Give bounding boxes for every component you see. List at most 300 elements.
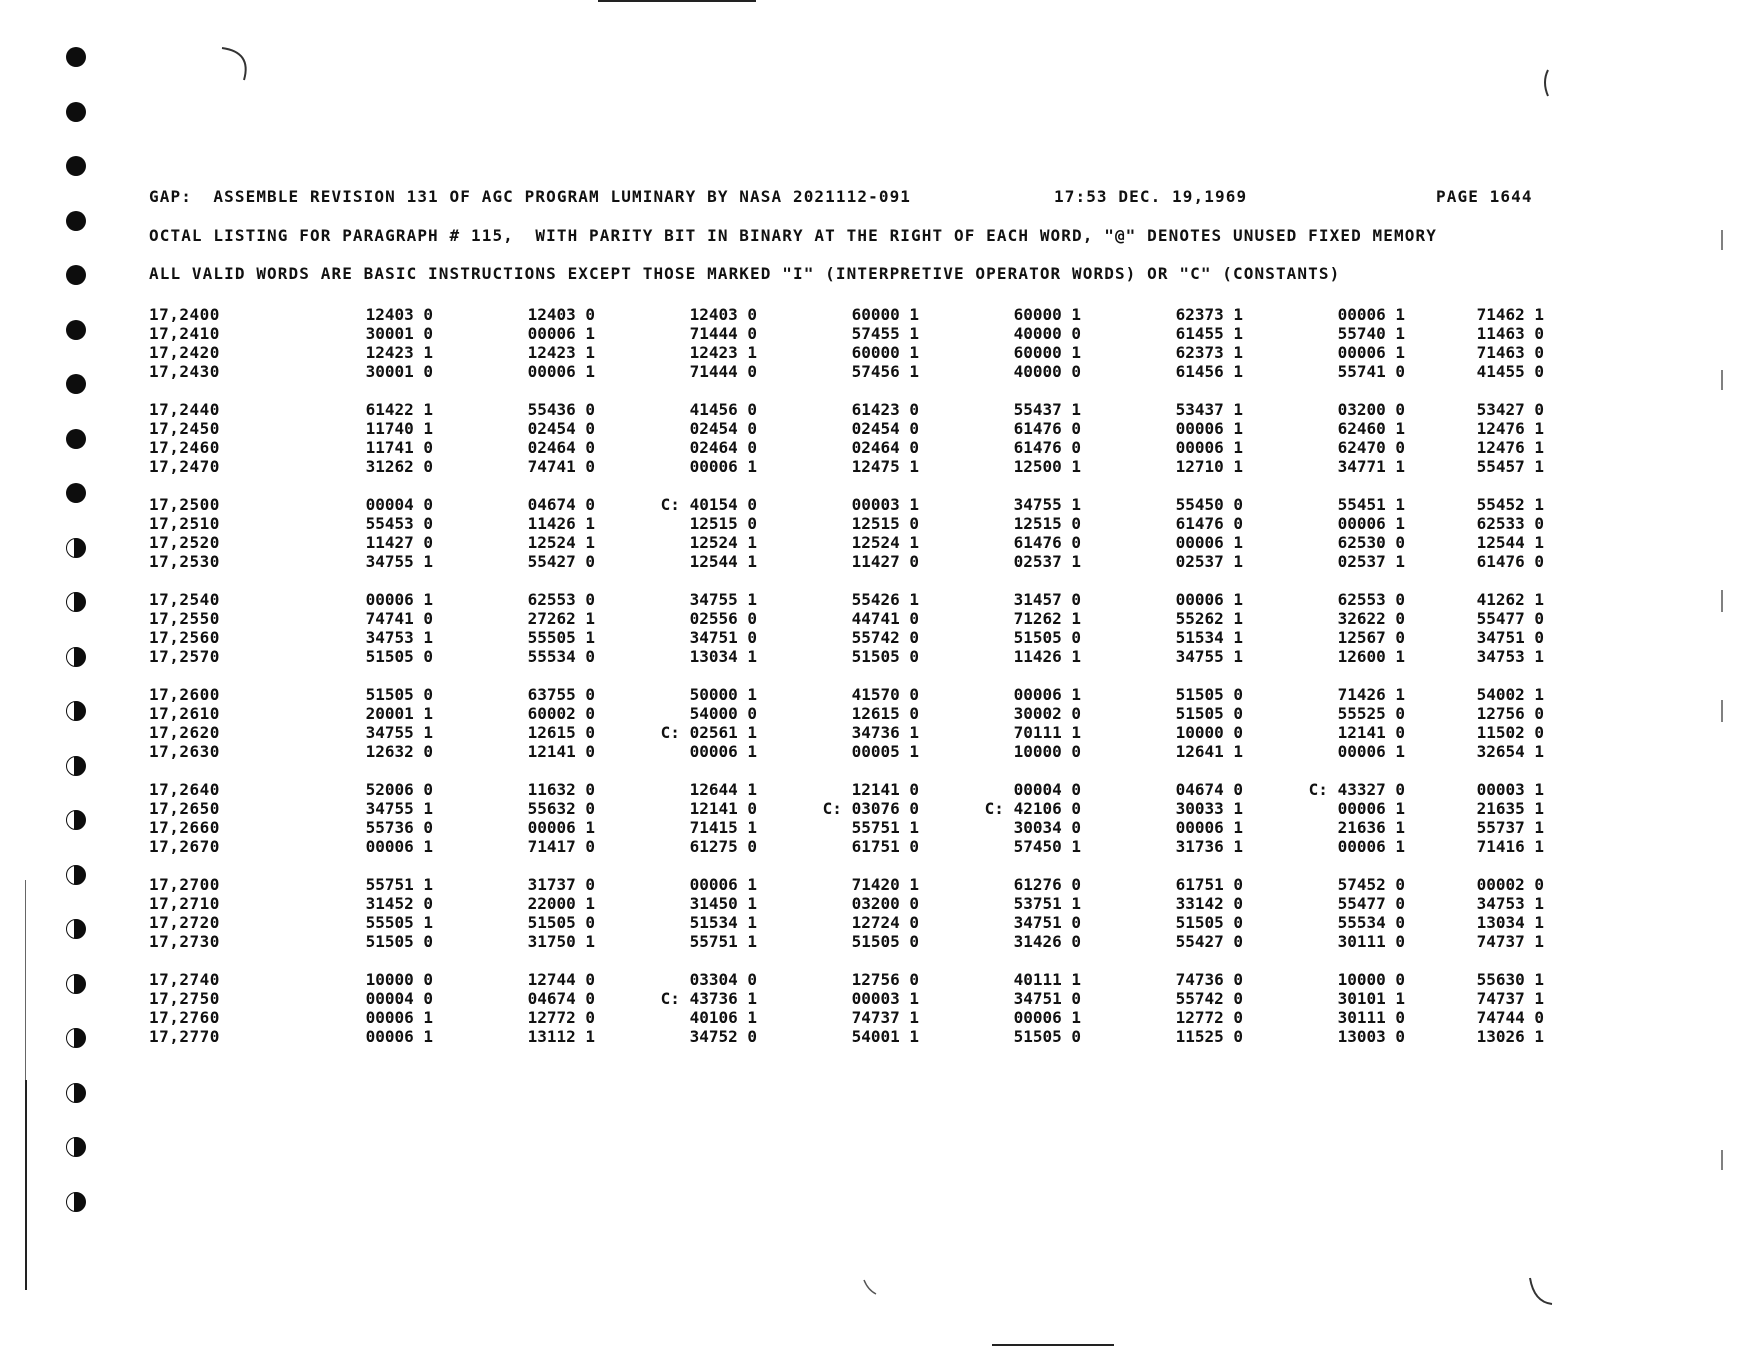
address: 17,2510 bbox=[149, 514, 220, 533]
octal-word: 71416 1 bbox=[1476, 837, 1544, 856]
octal-word: 02454 0 bbox=[851, 419, 919, 438]
octal-word: 62373 1 bbox=[1175, 305, 1243, 324]
octal-word: 31450 1 bbox=[689, 894, 757, 913]
octal-word: 61476 0 bbox=[1476, 552, 1544, 571]
listing-row bbox=[149, 837, 1544, 856]
address: 17,2740 bbox=[149, 970, 220, 989]
octal-word: 12567 0 bbox=[1337, 628, 1405, 647]
address: 17,2750 bbox=[149, 989, 220, 1008]
octal-word: 61476 0 bbox=[1013, 533, 1081, 552]
octal-word: 74737 1 bbox=[1476, 989, 1544, 1008]
octal-word: 33142 0 bbox=[1175, 894, 1243, 913]
octal-word: 55427 0 bbox=[1175, 932, 1243, 951]
octal-word: 74737 1 bbox=[851, 1008, 919, 1027]
octal-word: 30111 0 bbox=[1337, 932, 1405, 951]
octal-word: 03304 0 bbox=[689, 970, 757, 989]
address: 17,2520 bbox=[149, 533, 220, 552]
octal-word: 55505 1 bbox=[527, 628, 595, 647]
listing-row bbox=[149, 799, 1544, 818]
octal-word: 12141 0 bbox=[689, 799, 757, 818]
address: 17,2700 bbox=[149, 875, 220, 894]
corner-tick-top-right bbox=[1545, 70, 1548, 96]
octal-word: 02556 0 bbox=[689, 609, 757, 628]
octal-word: 71262 1 bbox=[1013, 609, 1081, 628]
octal-word: 61476 0 bbox=[1175, 514, 1243, 533]
address: 17,2560 bbox=[149, 628, 220, 647]
octal-word: 51505 0 bbox=[851, 647, 919, 666]
listing-row bbox=[149, 780, 1544, 799]
listing-row bbox=[149, 343, 1544, 362]
listing-block bbox=[149, 495, 1544, 571]
address: 17,2440 bbox=[149, 400, 220, 419]
octal-word: 00006 1 bbox=[365, 1008, 433, 1027]
octal-word: 55751 1 bbox=[851, 818, 919, 837]
listing-row bbox=[149, 362, 1544, 381]
listing-row bbox=[149, 609, 1544, 628]
listing-row bbox=[149, 324, 1544, 343]
octal-word: 00006 1 bbox=[1337, 343, 1405, 362]
octal-word: 00006 1 bbox=[1013, 1008, 1081, 1027]
octal-word: 57452 0 bbox=[1337, 875, 1405, 894]
octal-word: 55452 1 bbox=[1476, 495, 1544, 514]
octal-word: 13026 1 bbox=[1476, 1027, 1544, 1046]
octal-word: 62530 0 bbox=[1337, 533, 1405, 552]
octal-word: 55737 1 bbox=[1476, 818, 1544, 837]
listing-block bbox=[149, 400, 1544, 476]
octal-word: 12710 1 bbox=[1175, 457, 1243, 476]
octal-word: C: 02561 1 bbox=[660, 723, 757, 742]
octal-word: 00006 1 bbox=[527, 324, 595, 343]
octal-word: 00002 0 bbox=[1476, 875, 1544, 894]
octal-word: 62373 1 bbox=[1175, 343, 1243, 362]
octal-word: 54002 1 bbox=[1476, 685, 1544, 704]
listing-row bbox=[149, 1008, 1544, 1027]
address: 17,2500 bbox=[149, 495, 220, 514]
octal-word: 55477 0 bbox=[1337, 894, 1405, 913]
octal-word: 51505 0 bbox=[851, 932, 919, 951]
octal-word: 00003 1 bbox=[1476, 780, 1544, 799]
octal-word: 52006 0 bbox=[365, 780, 433, 799]
octal-word: 00006 1 bbox=[1175, 533, 1243, 552]
octal-word: 40000 0 bbox=[1013, 324, 1081, 343]
octal-word: C: 40154 0 bbox=[660, 495, 757, 514]
octal-word: 62553 0 bbox=[527, 590, 595, 609]
octal-word: 62460 1 bbox=[1337, 419, 1405, 438]
octal-word: 55751 1 bbox=[689, 932, 757, 951]
octal-word: 32654 1 bbox=[1476, 742, 1544, 761]
octal-word: 60000 1 bbox=[851, 343, 919, 362]
listing-row bbox=[149, 533, 1544, 552]
octal-word: 00004 0 bbox=[1013, 780, 1081, 799]
address: 17,2770 bbox=[149, 1027, 220, 1046]
octal-word: 57455 1 bbox=[851, 324, 919, 343]
listing-row bbox=[149, 723, 1544, 742]
octal-word: 00006 1 bbox=[1175, 590, 1243, 609]
octal-word: 55741 0 bbox=[1337, 362, 1405, 381]
octal-word: 21635 1 bbox=[1476, 799, 1544, 818]
octal-word: 34755 1 bbox=[365, 799, 433, 818]
octal-word: 55736 0 bbox=[365, 818, 433, 837]
octal-word: 11427 0 bbox=[851, 552, 919, 571]
octal-word: 51505 0 bbox=[1175, 913, 1243, 932]
address: 17,2450 bbox=[149, 419, 220, 438]
octal-word: 11426 1 bbox=[527, 514, 595, 533]
octal-word: 00006 1 bbox=[527, 818, 595, 837]
address: 17,2670 bbox=[149, 837, 220, 856]
listing-row bbox=[149, 305, 1544, 324]
octal-word: 60002 0 bbox=[527, 704, 595, 723]
octal-word: 10000 0 bbox=[365, 970, 433, 989]
listing-row bbox=[149, 818, 1544, 837]
octal-word: 02537 1 bbox=[1175, 552, 1243, 571]
octal-word: 04674 0 bbox=[527, 495, 595, 514]
octal-word: 12475 1 bbox=[851, 457, 919, 476]
octal-word: 61751 0 bbox=[1175, 875, 1243, 894]
octal-word: 31750 1 bbox=[527, 932, 595, 951]
octal-word: 00006 1 bbox=[1337, 742, 1405, 761]
octal-word: 12632 0 bbox=[365, 742, 433, 761]
octal-word: 71444 0 bbox=[689, 324, 757, 343]
octal-word: 00006 1 bbox=[1337, 837, 1405, 856]
octal-word: 12423 1 bbox=[365, 343, 433, 362]
octal-word: 13034 1 bbox=[689, 647, 757, 666]
octal-word: 13112 1 bbox=[527, 1027, 595, 1046]
octal-word: 34753 1 bbox=[1476, 647, 1544, 666]
octal-word: 61476 0 bbox=[1013, 438, 1081, 457]
header-line-1 bbox=[149, 187, 1533, 206]
octal-word: 70111 1 bbox=[1013, 723, 1081, 742]
octal-word: 31457 0 bbox=[1013, 590, 1081, 609]
octal-word: 12141 0 bbox=[851, 780, 919, 799]
octal-word: 12141 0 bbox=[527, 742, 595, 761]
octal-word: 34755 1 bbox=[689, 590, 757, 609]
listing-block bbox=[149, 875, 1544, 951]
listing-row bbox=[149, 495, 1544, 514]
octal-word: 55630 1 bbox=[1476, 970, 1544, 989]
octal-word: 71420 1 bbox=[851, 875, 919, 894]
octal-word: 00006 1 bbox=[1175, 818, 1243, 837]
octal-word: C: 42106 0 bbox=[984, 799, 1081, 818]
octal-word: 22000 1 bbox=[527, 894, 595, 913]
address: 17,2410 bbox=[149, 324, 220, 343]
address: 17,2420 bbox=[149, 343, 220, 362]
octal-word: 71426 1 bbox=[1337, 685, 1405, 704]
octal-word: 10000 0 bbox=[1175, 723, 1243, 742]
listing-row bbox=[149, 590, 1544, 609]
octal-word: 50000 1 bbox=[689, 685, 757, 704]
octal-word: 61476 0 bbox=[1013, 419, 1081, 438]
octal-word: 60000 1 bbox=[1013, 343, 1081, 362]
octal-word: 12515 0 bbox=[1013, 514, 1081, 533]
octal-word: 00006 1 bbox=[689, 457, 757, 476]
listing-row bbox=[149, 742, 1544, 761]
octal-word: 62470 0 bbox=[1337, 438, 1405, 457]
octal-word: 00006 1 bbox=[689, 875, 757, 894]
octal-word: 11525 0 bbox=[1175, 1027, 1243, 1046]
octal-word: 00005 1 bbox=[851, 742, 919, 761]
octal-word: 00006 1 bbox=[1337, 799, 1405, 818]
octal-word: 31452 0 bbox=[365, 894, 433, 913]
octal-word: 57450 1 bbox=[1013, 837, 1081, 856]
listing-block bbox=[149, 685, 1544, 761]
listing-row bbox=[149, 1027, 1544, 1046]
octal-word: 55426 1 bbox=[851, 590, 919, 609]
octal-word: 00003 1 bbox=[851, 495, 919, 514]
octal-word: 51505 0 bbox=[1175, 685, 1243, 704]
address: 17,2760 bbox=[149, 1008, 220, 1027]
octal-word: 31736 1 bbox=[1175, 837, 1243, 856]
octal-word: 71444 0 bbox=[689, 362, 757, 381]
octal-word: 10000 0 bbox=[1337, 970, 1405, 989]
octal-word: 11502 0 bbox=[1476, 723, 1544, 742]
address: 17,2460 bbox=[149, 438, 220, 457]
octal-word: 11740 1 bbox=[365, 419, 433, 438]
octal-word: 34736 1 bbox=[851, 723, 919, 742]
octal-word: 30034 0 bbox=[1013, 818, 1081, 837]
octal-word: 54000 0 bbox=[689, 704, 757, 723]
octal-listing bbox=[149, 305, 1544, 1065]
octal-word: 11426 1 bbox=[1013, 647, 1081, 666]
octal-word: 55742 0 bbox=[851, 628, 919, 647]
listing-row bbox=[149, 400, 1544, 419]
octal-word: 30002 0 bbox=[1013, 704, 1081, 723]
octal-word: 12524 1 bbox=[527, 533, 595, 552]
listing-row bbox=[149, 685, 1544, 704]
octal-word: 00006 1 bbox=[365, 590, 433, 609]
address: 17,2530 bbox=[149, 552, 220, 571]
address: 17,2400 bbox=[149, 305, 220, 324]
address: 17,2660 bbox=[149, 818, 220, 837]
octal-word: 12544 1 bbox=[689, 552, 757, 571]
octal-word: 04674 0 bbox=[527, 989, 595, 1008]
octal-word: 12403 0 bbox=[365, 305, 433, 324]
octal-word: 12644 1 bbox=[689, 780, 757, 799]
listing-block bbox=[149, 305, 1544, 381]
listing-row bbox=[149, 647, 1544, 666]
listing-row bbox=[149, 894, 1544, 913]
octal-word: 53437 1 bbox=[1175, 400, 1243, 419]
octal-word: 04674 0 bbox=[1175, 780, 1243, 799]
corner-tick-bottom-right bbox=[1530, 1278, 1552, 1304]
octal-word: 51534 1 bbox=[1175, 628, 1243, 647]
octal-word: 34753 1 bbox=[1476, 894, 1544, 913]
octal-word: 55534 0 bbox=[1337, 913, 1405, 932]
address: 17,2610 bbox=[149, 704, 220, 723]
octal-word: 61276 0 bbox=[1013, 875, 1081, 894]
octal-word: 02454 0 bbox=[527, 419, 595, 438]
octal-word: 40000 0 bbox=[1013, 362, 1081, 381]
octal-word: 02537 1 bbox=[1337, 552, 1405, 571]
listing-row bbox=[149, 552, 1544, 571]
address: 17,2470 bbox=[149, 457, 220, 476]
octal-word: 62553 0 bbox=[1337, 590, 1405, 609]
octal-word: 31737 0 bbox=[527, 875, 595, 894]
listing-row bbox=[149, 875, 1544, 894]
address: 17,2540 bbox=[149, 590, 220, 609]
octal-word: 03200 0 bbox=[1337, 400, 1405, 419]
octal-word: 55453 0 bbox=[365, 514, 433, 533]
octal-word: 51505 0 bbox=[365, 685, 433, 704]
header-line-2: OCTAL LISTING FOR PARAGRAPH # 115, WITH PARITY BIT IN BINARY AT THE RIGHT OF EACH WORD, "@" DENOTES UNUSED FIXED MEMORY bbox=[149, 226, 1437, 245]
octal-word: 00006 1 bbox=[527, 362, 595, 381]
octal-word: 12403 0 bbox=[689, 305, 757, 324]
octal-word: 57456 1 bbox=[851, 362, 919, 381]
listing-block bbox=[149, 590, 1544, 666]
address: 17,2640 bbox=[149, 780, 220, 799]
octal-word: 40111 1 bbox=[1013, 970, 1081, 989]
octal-word: 02464 0 bbox=[527, 438, 595, 457]
octal-word: 12500 1 bbox=[1013, 457, 1081, 476]
octal-word: 13003 0 bbox=[1337, 1027, 1405, 1046]
octal-word: 30001 0 bbox=[365, 324, 433, 343]
octal-word: 00006 1 bbox=[365, 837, 433, 856]
listing-row bbox=[149, 514, 1544, 533]
octal-word: 71463 0 bbox=[1476, 343, 1544, 362]
listing-block bbox=[149, 970, 1544, 1046]
octal-word: 12423 1 bbox=[527, 343, 595, 362]
octal-word: 61456 1 bbox=[1175, 362, 1243, 381]
octal-word: 71462 1 bbox=[1476, 305, 1544, 324]
octal-word: 34752 0 bbox=[689, 1027, 757, 1046]
octal-word: 44741 0 bbox=[851, 609, 919, 628]
octal-word: C: 43327 0 bbox=[1308, 780, 1405, 799]
octal-word: 55740 1 bbox=[1337, 324, 1405, 343]
octal-word: 30101 1 bbox=[1337, 989, 1405, 1008]
octal-word: 41262 1 bbox=[1476, 590, 1544, 609]
octal-word: C: 43736 1 bbox=[660, 989, 757, 1008]
octal-word: 55505 1 bbox=[365, 913, 433, 932]
octal-word: 40106 1 bbox=[689, 1008, 757, 1027]
octal-word: 03200 0 bbox=[851, 894, 919, 913]
octal-word: C: 03076 0 bbox=[822, 799, 919, 818]
address: 17,2570 bbox=[149, 647, 220, 666]
listing-row bbox=[149, 932, 1544, 951]
octal-word: 51505 0 bbox=[1013, 628, 1081, 647]
octal-word: 51505 0 bbox=[527, 913, 595, 932]
octal-word: 71417 0 bbox=[527, 837, 595, 856]
listing-row bbox=[149, 457, 1544, 476]
octal-word: 34751 0 bbox=[1476, 628, 1544, 647]
address: 17,2720 bbox=[149, 913, 220, 932]
octal-word: 30033 1 bbox=[1175, 799, 1243, 818]
octal-word: 55437 1 bbox=[1013, 400, 1081, 419]
octal-word: 12524 1 bbox=[689, 533, 757, 552]
octal-word: 55427 0 bbox=[527, 552, 595, 571]
octal-word: 41456 0 bbox=[689, 400, 757, 419]
octal-word: 02464 0 bbox=[689, 438, 757, 457]
octal-word: 12615 0 bbox=[851, 704, 919, 723]
octal-word: 31426 0 bbox=[1013, 932, 1081, 951]
octal-word: 12744 0 bbox=[527, 970, 595, 989]
octal-word: 74741 0 bbox=[365, 609, 433, 628]
octal-word: 55751 1 bbox=[365, 875, 433, 894]
octal-word: 00006 1 bbox=[1175, 419, 1243, 438]
octal-word: 12756 0 bbox=[1476, 704, 1544, 723]
octal-word: 11632 0 bbox=[527, 780, 595, 799]
octal-word: 00006 1 bbox=[1013, 685, 1081, 704]
octal-word: 12772 0 bbox=[1175, 1008, 1243, 1027]
octal-word: 34755 1 bbox=[1175, 647, 1243, 666]
octal-word: 55262 1 bbox=[1175, 609, 1243, 628]
address: 17,2600 bbox=[149, 685, 220, 704]
octal-word: 34755 1 bbox=[365, 552, 433, 571]
octal-word: 53427 0 bbox=[1476, 400, 1544, 419]
listing-row bbox=[149, 419, 1544, 438]
address: 17,2710 bbox=[149, 894, 220, 913]
listing-row bbox=[149, 989, 1544, 1008]
assembly-title: GAP: ASSEMBLE REVISION 131 OF AGC PROGRAM LUMINARY BY NASA 2021112-091 bbox=[149, 187, 912, 206]
octal-word: 74744 0 bbox=[1476, 1008, 1544, 1027]
octal-word: 12141 0 bbox=[1337, 723, 1405, 742]
listing-block bbox=[149, 780, 1544, 856]
octal-word: 51505 0 bbox=[365, 932, 433, 951]
assembly-date: 17:53 DEC. 19,1969 bbox=[1054, 187, 1248, 206]
octal-word: 74741 0 bbox=[527, 457, 595, 476]
octal-word: 12403 0 bbox=[527, 305, 595, 324]
octal-word: 11427 0 bbox=[365, 533, 433, 552]
octal-word: 51534 1 bbox=[689, 913, 757, 932]
octal-word: 34751 0 bbox=[1013, 913, 1081, 932]
octal-word: 12524 1 bbox=[851, 533, 919, 552]
octal-word: 21636 1 bbox=[1337, 818, 1405, 837]
octal-word: 61275 0 bbox=[689, 837, 757, 856]
octal-word: 12724 0 bbox=[851, 913, 919, 932]
octal-word: 53751 1 bbox=[1013, 894, 1081, 913]
octal-word: 00004 0 bbox=[365, 989, 433, 1008]
octal-word: 12600 1 bbox=[1337, 647, 1405, 666]
octal-word: 27262 1 bbox=[527, 609, 595, 628]
octal-word: 32622 0 bbox=[1337, 609, 1405, 628]
octal-word: 51505 0 bbox=[365, 647, 433, 666]
octal-word: 61455 1 bbox=[1175, 324, 1243, 343]
octal-word: 12756 0 bbox=[851, 970, 919, 989]
octal-word: 12476 1 bbox=[1476, 438, 1544, 457]
octal-word: 31262 0 bbox=[365, 457, 433, 476]
octal-word: 10000 0 bbox=[1013, 742, 1081, 761]
octal-word: 63755 0 bbox=[527, 685, 595, 704]
listing-row bbox=[149, 438, 1544, 457]
octal-word: 12641 1 bbox=[1175, 742, 1243, 761]
octal-word: 20001 1 bbox=[365, 704, 433, 723]
octal-word: 12476 1 bbox=[1476, 419, 1544, 438]
octal-word: 11741 0 bbox=[365, 438, 433, 457]
octal-word: 12515 0 bbox=[851, 514, 919, 533]
octal-word: 12423 1 bbox=[689, 343, 757, 362]
octal-word: 12515 0 bbox=[689, 514, 757, 533]
octal-word: 00006 1 bbox=[1337, 514, 1405, 533]
octal-word: 55450 0 bbox=[1175, 495, 1243, 514]
address: 17,2550 bbox=[149, 609, 220, 628]
octal-word: 74736 0 bbox=[1175, 970, 1243, 989]
address: 17,2650 bbox=[149, 799, 220, 818]
octal-word: 30111 0 bbox=[1337, 1008, 1405, 1027]
octal-word: 55742 0 bbox=[1175, 989, 1243, 1008]
header-line-3: ALL VALID WORDS ARE BASIC INSTRUCTIONS EXCEPT THOSE MARKED "I" (INTERPRETIVE OPERATOR WORDS) OR "C" (CONSTANTS) bbox=[149, 264, 1341, 283]
octal-word: 60000 1 bbox=[1013, 305, 1081, 324]
octal-word: 34755 1 bbox=[365, 723, 433, 742]
corner-tick-top-left bbox=[222, 48, 246, 80]
octal-word: 51505 0 bbox=[1175, 704, 1243, 723]
octal-word: 61422 1 bbox=[365, 400, 433, 419]
octal-word: 11463 0 bbox=[1476, 324, 1544, 343]
listing-row bbox=[149, 628, 1544, 647]
octal-word: 60000 1 bbox=[851, 305, 919, 324]
octal-word: 02464 0 bbox=[851, 438, 919, 457]
octal-word: 34753 1 bbox=[365, 628, 433, 647]
octal-word: 62533 0 bbox=[1476, 514, 1544, 533]
octal-word: 00003 1 bbox=[851, 989, 919, 1008]
octal-word: 30001 0 bbox=[365, 362, 433, 381]
